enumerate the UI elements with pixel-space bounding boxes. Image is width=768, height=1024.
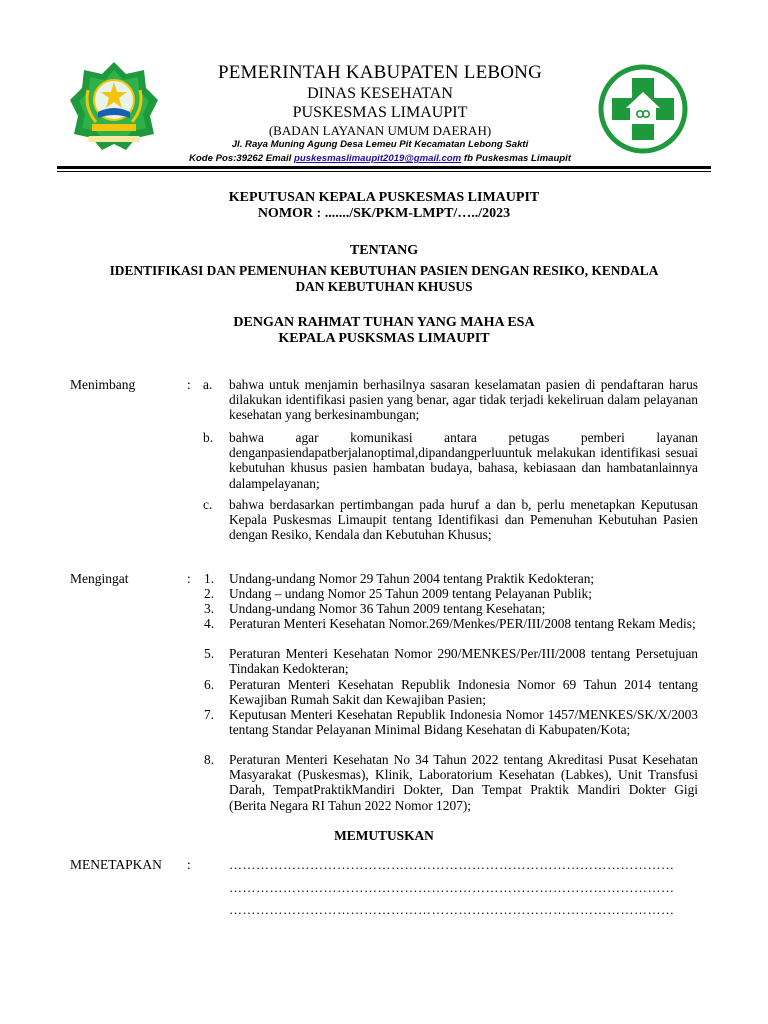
mengingat-item: [200, 752, 698, 813]
decree-topic-line-2: DAN KEBUTUHAN KHUSUS: [295, 279, 473, 294]
item-text: bahwa untuk menjamin berhasilnya sasaran keselamatan pasien di pendaftaran harus dilakukan identifikasi pasien yang benar, agar tidak terjadi kekeliruan dalam pelayanan kesehatan yang berkesinambungan;: [229, 377, 698, 423]
address-line: Jl. Raya Muning Agung Desa Lemeu Pit Kecamatan Lebong Sakti: [231, 139, 529, 150]
item-marker: 7.: [204, 707, 215, 722]
item-text: bahwa berdasarkan pertimbangan pada huruf a dan b, perlu menetapkan Keputusan Kepala Puskesmas Limaupit tentang Identifikasi dan Pemenuhan Kebutuhan Pasien dengan Resiko, Kendala dan Kebutuhan Khusus;: [229, 497, 698, 543]
item-marker: a.: [203, 377, 213, 392]
decree-topic: [60, 263, 708, 295]
decree-number: NOMOR : ......./SK/PKM-LMPT/…../2023: [257, 206, 511, 221]
menimbang-item: [200, 497, 698, 543]
item-text: Peraturan Menteri Kesehatan Republik Indonesia Nomor 69 Tahun 2014 tentang Kewajiban Rumah Sakit dan Kewajiban Pasien;: [229, 677, 698, 708]
mengingat-item: [200, 601, 698, 616]
item-marker: 3.: [204, 601, 215, 616]
memutuskan-heading: MEMUTUSKAN: [334, 828, 434, 843]
item-marker: 8.: [204, 752, 215, 767]
item-marker: 6.: [204, 677, 215, 692]
mengingat-item: [200, 616, 698, 631]
menetapkan-colon: :: [187, 857, 191, 872]
mengingat-item: [200, 677, 698, 707]
preamble: [60, 315, 708, 347]
decree-title: KEPUTUSAN KEPALA PUSKESMAS LIMAUPIT: [228, 190, 540, 205]
government-name: PEMERINTAH KABUPATEN LEBONG: [217, 62, 543, 83]
department-name: DINAS KESEHATAN: [307, 85, 453, 102]
letterhead: [160, 62, 600, 166]
menetapkan-blank-line: ………………………………………………………………………………………: [229, 902, 675, 917]
decree-topic-line-1: IDENTIFIKASI DAN PEMENUHAN KEBUTUHAN PASIEN DENGAN RESIKO, KENDALA: [109, 263, 659, 278]
item-text: Peraturan Menteri Kesehatan Nomor 290/MENKES/Per/III/2008 tentang Persetujuan Tindakan Kedokteran;: [229, 646, 698, 677]
item-text: Peraturan Menteri Kesehatan No 34 Tahun 2022 tentang Akreditasi Pusat Kesehatan Masyarakat (Puskesmas), Klinik, Laboratorium Kesehatan (Labkes), Unit Transfusi Darah, TempatPraktikMandiri Dokter, Dan Tempat Praktik Mandiri Dokter Gigi (Berita Negara RI Tahun 2022 Nomor 1207);: [229, 752, 698, 813]
mengingat-label: Mengingat: [70, 571, 129, 586]
mengingat-colon: :: [187, 571, 191, 586]
item-marker: b.: [203, 430, 214, 445]
institution-status: (BADAN LAYANAN UMUM DAERAH): [268, 123, 492, 138]
mengingat-item: [200, 646, 698, 676]
head-title: KEPALA PUSKSMAS LIMAUPIT: [278, 331, 490, 346]
mengingat-item: [200, 707, 698, 737]
item-text: Undang-undang Nomor 36 Tahun 2009 tentang Kesehatan;: [229, 601, 546, 616]
item-text: Peraturan Menteri Kesehatan Nomor.269/Menkes/PER/III/2008 tentang Rekam Medis;: [229, 616, 696, 631]
item-marker: c.: [203, 497, 213, 512]
preamble-line: DENGAN RAHMAT TUHAN YANG MAHA ESA: [233, 315, 535, 330]
item-marker: 2.: [204, 586, 215, 601]
menimbang-colon: :: [187, 377, 191, 392]
letterhead-divider-thin: [57, 171, 711, 172]
item-text: bahwa agar komunikasi antara petugas pemberi layanan denganpasiendapatberjalanoptimal,dipandangperluuntuk melakukan identifikasi sesuai kebutuhan khusus pasien hambatan budaya, bahasa, kebiasaan dan hambatanlainnya dalampelayanan;: [229, 430, 698, 491]
menimbang-item: [200, 377, 698, 423]
menimbang-item: [200, 430, 698, 491]
item-text: Undang-undang Nomor 29 Tahun 2004 tentang Praktik Kedokteran;: [229, 571, 595, 586]
item-marker: 4.: [204, 616, 215, 631]
facebook-text: fb Puskesmas Limaupit: [461, 153, 572, 164]
kabupaten-lebong-emblem: [70, 60, 158, 152]
mengingat-item: [200, 586, 698, 601]
institution-name: PUSKESMAS LIMAUPIT: [292, 104, 468, 121]
contact-line: [160, 152, 600, 166]
mengingat-item: [200, 571, 698, 586]
letterhead-divider-thick: [57, 166, 711, 169]
menetapkan-label: MENETAPKAN: [70, 857, 162, 872]
email-link[interactable]: puskesmaslimaupit2019@gmail.com: [294, 153, 462, 164]
puskesmas-cross-logo: [598, 64, 688, 154]
postal-code: Kode Pos:39262 Email: [188, 153, 294, 164]
item-text: Undang – undang Nomor 25 Tahun 2009 tentang Pelayanan Publik;: [229, 586, 592, 601]
about-label: TENTANG: [349, 243, 419, 258]
item-marker: 5.: [204, 646, 215, 661]
decree-heading: [60, 190, 708, 222]
menetapkan-blank-line: ………………………………………………………………………………………: [229, 880, 675, 895]
menimbang-label: Menimbang: [70, 377, 136, 392]
item-text: Keputusan Menteri Kesehatan Republik Indonesia Nomor 1457/MENKES/SK/X/2003 tentang Standar Pelayanan Minimal Bidang Kesehatan di Kabupaten/Kota;: [229, 707, 698, 738]
item-marker: 1.: [204, 571, 215, 586]
menetapkan-blank-line: ………………………………………………………………………………………: [229, 857, 675, 872]
